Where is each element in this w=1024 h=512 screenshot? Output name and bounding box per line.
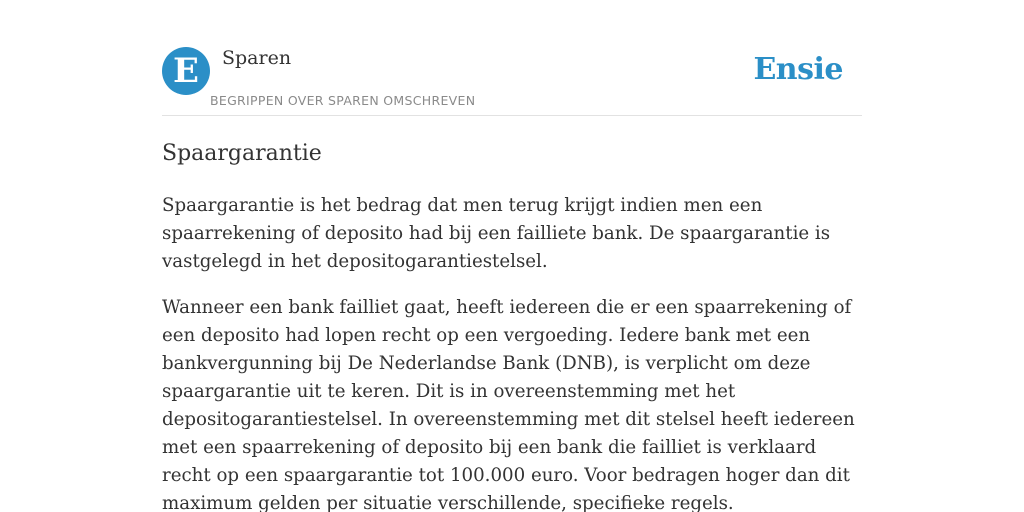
definition-paragraph: Spaargarantie is het bedrag dat men terug krijgt indien men een spaarrekening of deposito had bij een failliete bank. De spaargarantie is vastgelegd in het depositogarantiestelsel. <box>162 195 831 272</box>
brand-logo-link[interactable]: Ensie <box>753 52 843 87</box>
category-title-link[interactable]: Sparen <box>222 47 292 69</box>
header <box>162 46 862 116</box>
ensie-logo-icon[interactable]: E <box>162 47 210 95</box>
category-subtitle: BEGRIPPEN OVER SPAREN OMSCHREVEN <box>210 93 476 108</box>
term-title: Spaargarantie <box>162 141 322 166</box>
definition-paragraph: Wanneer een bank failliet gaat, heeft iedereen die er een spaarrekening of een deposito had lopen recht op een vergoeding. Iedere bank met een bankvergunning bij De Nederlandse Bank (DNB), is verplicht om deze spaargarantie uit te keren. Dit is in overeenstemming met het depositogarantiestelsel. In overeenstemming met dit stelsel heeft iedereen met een spaarrekening of deposito bij een bank die failliet is verklaard recht op een spaargarantie tot 100.000 euro. Voor bedragen hoger dan dit maximum gelden per situatie verschillende, specifieke regels. <box>162 297 855 512</box>
article <box>162 138 862 512</box>
